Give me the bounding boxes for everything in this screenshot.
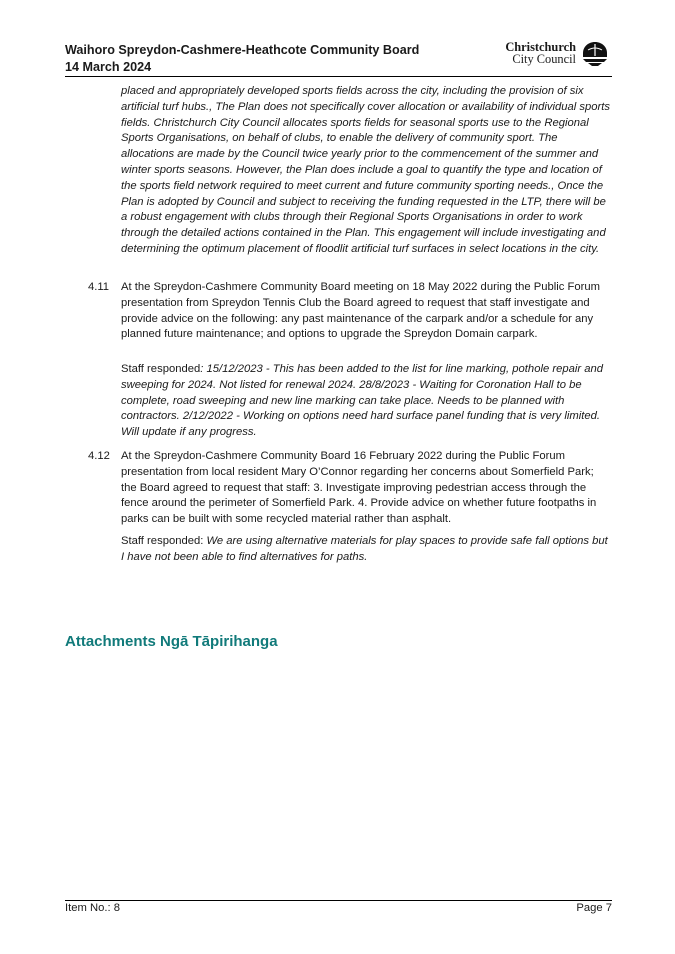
council-logo [492,41,610,69]
response-text: : 15/12/2023 - This has been added to the list for line marking, pothole repair and sweeping for 2024. Not listed for renewal 2024. 28/8/2023 - Waiting for Coronation Hall to be complete, road sweeping and new line marking can take place. Needs to be planned with contractors. 2/12/2022 - Working on options need hard surface panel funding that is very limited. Will update if any progress. [121,363,603,439]
item-number-4-11: 4.11 [88,281,110,293]
header-divider [65,76,612,77]
staff-response-4-11 [121,362,611,441]
page-header [65,40,610,76]
response-text: We are using alternative materials for play spaces to provide safe fall options but I have not been able to find alternatives for paths. [121,535,608,563]
footer-divider [65,900,612,901]
item-number-4-12: 4.12 [88,450,110,462]
logo-line-1: Christchurch [505,40,576,54]
staff-response-4-12 [121,534,611,566]
city-council-emblem-icon [580,41,610,67]
meeting-date: 14 March 2024 [65,60,152,74]
continued-staff-response: placed and appropriately developed sports fields across the city, including the provision of six artificial turf hubs., The Plan does not specifically cover allocation or availability of individual sports fields. Christchurch City Council allocates sports fields for seasonal sports use to the Regional Sports Organisations, on behalf of clubs, to enable the delivery of community sport. The allocations are made by the Council twice yearly prior to the commencement of the summer and winter sports seasons. However, the Plan does include a goal to quantify the type and location of the sports field network required to meet current and future community sporting needs., Once the Plan is adopted by Council and subject to receiving the funding requested in the LTP, there will be a robust engagement with clubs through their Regional Sports Organisations in order to work through the detailed actions contained in the Plan. This engagement will include investigating and determining the optimum placement of floodlit artificial turf surfaces in select locations in the city. [121,85,610,255]
logo-text [505,41,576,66]
response-label: Staff responded: [121,535,207,547]
attachments-heading: Attachments Ngā Tāpirihanga [65,633,278,650]
logo-line-2: City Council [512,52,576,67]
footer-item-number: Item No.: 8 [65,902,121,914]
board-name: Waihoro Spreydon-Cashmere-Heathcote Community Board [65,43,420,57]
item-text-4-12: At the Spreydon-Cashmere Community Board 16 February 2022 during the Public Forum presentation from local resident Mary O’Connor regarding her concerns about Somerfield Park; the Board agreed to request that staff: 3. Investigate improving pedestrian access through the fence around the perimeter of Somerfield Park. 4. Provide advice on whether future footpaths in parks can be built with some recycled material rather than asphalt. [121,450,597,526]
document-title [65,42,419,76]
footer-page-number: Page 7 [576,902,612,914]
response-label: Staff responded [121,363,201,375]
item-text-4-11: At the Spreydon-Cashmere Community Board meeting on 18 May 2022 during the Public Forum presentation from Spreydon Tennis Club the Board agreed to request that staff investigate and provide advice on the following: any past maintenance of the carpark and/or a schedule for any planned future maintenance; and options to upgrade the Spreydon Domain carpark. [121,281,600,341]
